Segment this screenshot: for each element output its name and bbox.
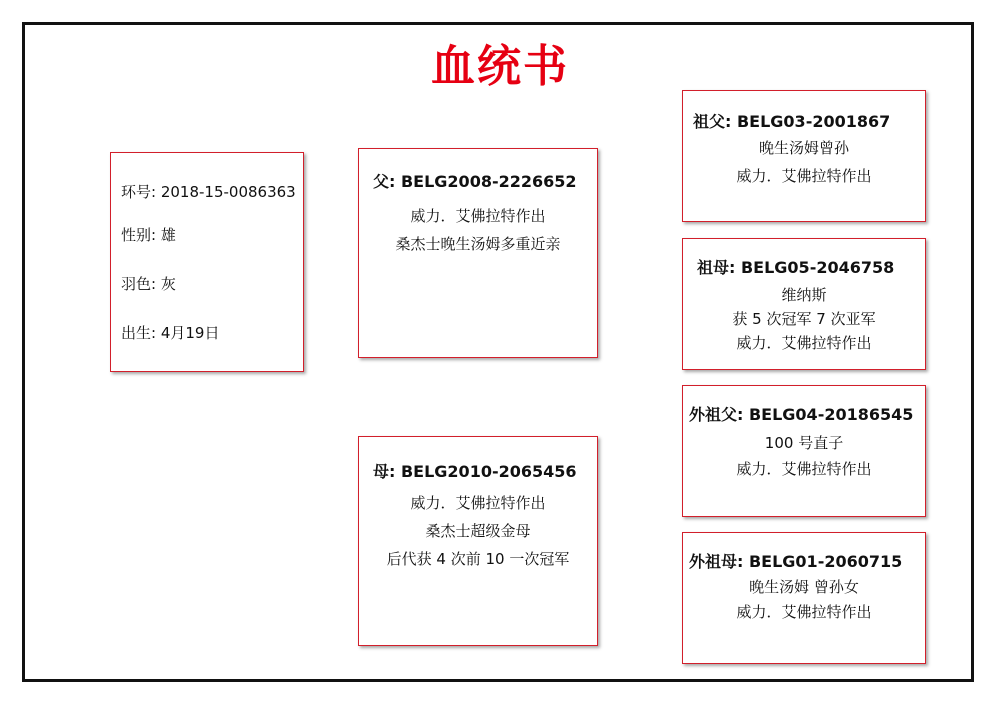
bird-info-box [110, 152, 304, 372]
paternal-grandfather-box [682, 90, 926, 222]
maternal-grandfather-line-2: 威力．艾佛拉特作出 [736, 460, 872, 478]
feather-color: 羽色: 灰 [121, 275, 176, 293]
maternal-grandmother-id: 外祖母: BELG01-2060715 [689, 552, 903, 571]
mother-line-3: 后代获 4 次前 10 一次冠军 [386, 550, 570, 568]
paternal-grandmother-id: 祖母: BELG05-2046758 [697, 258, 895, 277]
mother-id: 母: BELG2010-2065456 [373, 462, 577, 481]
paternal-grandfather-line-1: 晚生汤姆曾孙 [758, 139, 849, 157]
maternal-grandmother-line-1: 晚生汤姆 曾孙女 [749, 578, 859, 596]
paternal-grandfather-id: 祖父: BELG03-2001867 [693, 112, 891, 131]
father-box [358, 148, 598, 358]
sex: 性别: 雄 [121, 226, 176, 244]
mother-line-1: 威力．艾佛拉特作出 [410, 494, 546, 512]
father-line-1: 威力．艾佛拉特作出 [410, 207, 546, 225]
page-title: 血统书 [431, 41, 569, 92]
paternal-grandmother-line-1: 维纳斯 [781, 286, 827, 304]
ring-number: 环号: 2018-15-0086363 [121, 183, 296, 201]
paternal-grandmother-line-2: 获 5 次冠军 7 次亚军 [732, 310, 876, 328]
mother-line-2: 桑杰士超级金母 [425, 522, 531, 540]
father-line-2: 桑杰士晚生汤姆多重近亲 [395, 235, 561, 253]
maternal-grandfather-id: 外祖父: BELG04-20186545 [689, 405, 914, 424]
mother-box [358, 436, 598, 646]
birth-date: 出生: 4月19日 [121, 324, 220, 342]
paternal-grandfather-line-2: 威力．艾佛拉特作出 [736, 167, 872, 185]
maternal-grandmother-line-2: 威力．艾佛拉特作出 [736, 603, 872, 621]
maternal-grandfather-line-1: 100 号直子 [764, 434, 844, 452]
paternal-grandmother-line-3: 威力．艾佛拉特作出 [736, 334, 872, 352]
father-id: 父: BELG2008-2226652 [373, 172, 577, 191]
maternal-grandfather-box [682, 385, 926, 517]
maternal-grandmother-box [682, 532, 926, 664]
paternal-grandmother-box [682, 238, 926, 370]
